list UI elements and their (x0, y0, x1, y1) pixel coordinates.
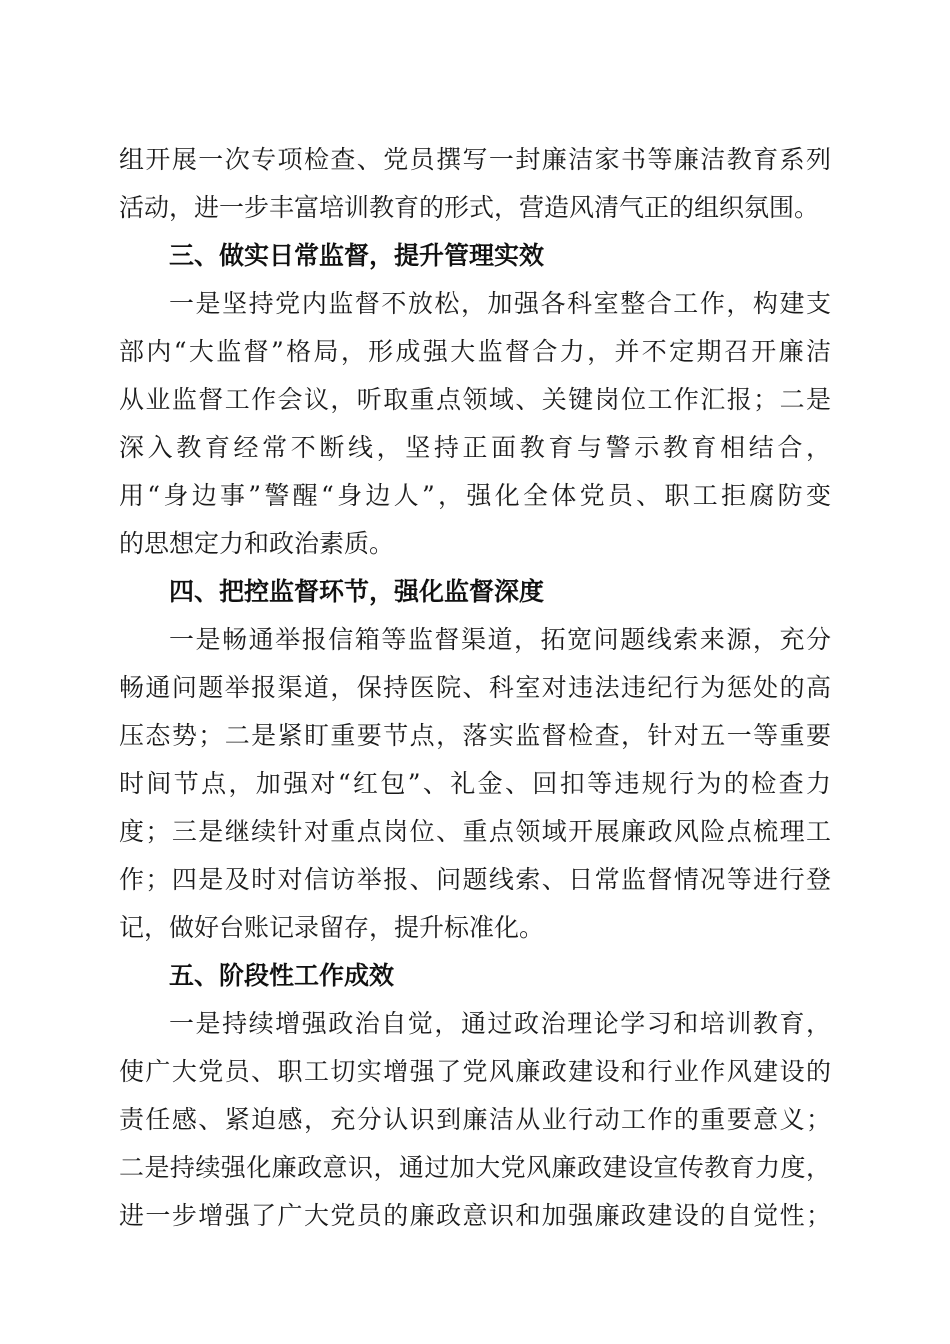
paragraph-line: 度；三是继续针对重点岗位、重点领域开展廉政风险点梳理工 (119, 817, 831, 846)
paragraph-line: 畅通问题举报渠道，保持医院、科室对违法违纪行为惩处的高 (119, 673, 831, 702)
paragraph-line: 的思想定力和政治素质。 (119, 529, 395, 558)
paragraph-line: 时间节点，加强对“红包”、礼金、回扣等违规行为的检查力 (119, 769, 831, 798)
paragraph-line: 记，做好台账记录留存，提升标准化。 (119, 913, 545, 942)
paragraph-line: 一是坚持党内监督不放松，加强各科室整合工作，构建支 (169, 289, 831, 318)
paragraph-line: 使广大党员、职工切实增强了党风廉政建设和行业作风建设的 (119, 1057, 831, 1086)
paragraph-line: 进一步增强了广大党员的廉政意识和加强廉政建设的自觉性； (119, 1201, 831, 1230)
paragraph-line: 组开展一次专项检查、党员撰写一封廉洁家书等廉洁教育系列 (119, 145, 831, 174)
paragraph-line: 用“身边事”警醒“身边人”，强化全体党员、职工拒腐防变 (119, 481, 831, 510)
paragraph-line: 从业监督工作会议，听取重点领域、关键岗位工作汇报；二是 (119, 385, 831, 414)
paragraph-line: 一是持续增强政治自觉，通过政治理论学习和培训教育， (169, 1009, 831, 1038)
section-heading-3: 三、做实日常监督，提升管理实效 (169, 241, 545, 270)
paragraph-line: 深入教育经常不断线，坚持正面教育与警示教育相结合， (119, 433, 831, 462)
section-heading-4: 四、把控监督环节，强化监督深度 (169, 577, 545, 606)
paragraph-line: 二是持续强化廉政意识，通过加大党风廉政建设宣传教育力度， (119, 1153, 831, 1182)
section-heading-5: 五、阶段性工作成效 (169, 961, 395, 990)
paragraph-line: 活动，进一步丰富培训教育的形式，营造风清气正的组织氛围。 (119, 193, 820, 222)
paragraph-line: 作；四是及时对信访举报、问题线索、日常监督情况等进行登 (119, 865, 831, 894)
paragraph-line: 部内“大监督”格局，形成强大监督合力，并不定期召开廉洁 (119, 337, 831, 366)
paragraph-line: 责任感、紧迫感，充分认识到廉洁从业行动工作的重要意义； (119, 1105, 831, 1134)
paragraph-line: 一是畅通举报信箱等监督渠道，拓宽问题线索来源，充分 (169, 625, 831, 654)
paragraph-line: 压态势；二是紧盯重要节点，落实监督检查，针对五一等重要 (119, 721, 831, 750)
